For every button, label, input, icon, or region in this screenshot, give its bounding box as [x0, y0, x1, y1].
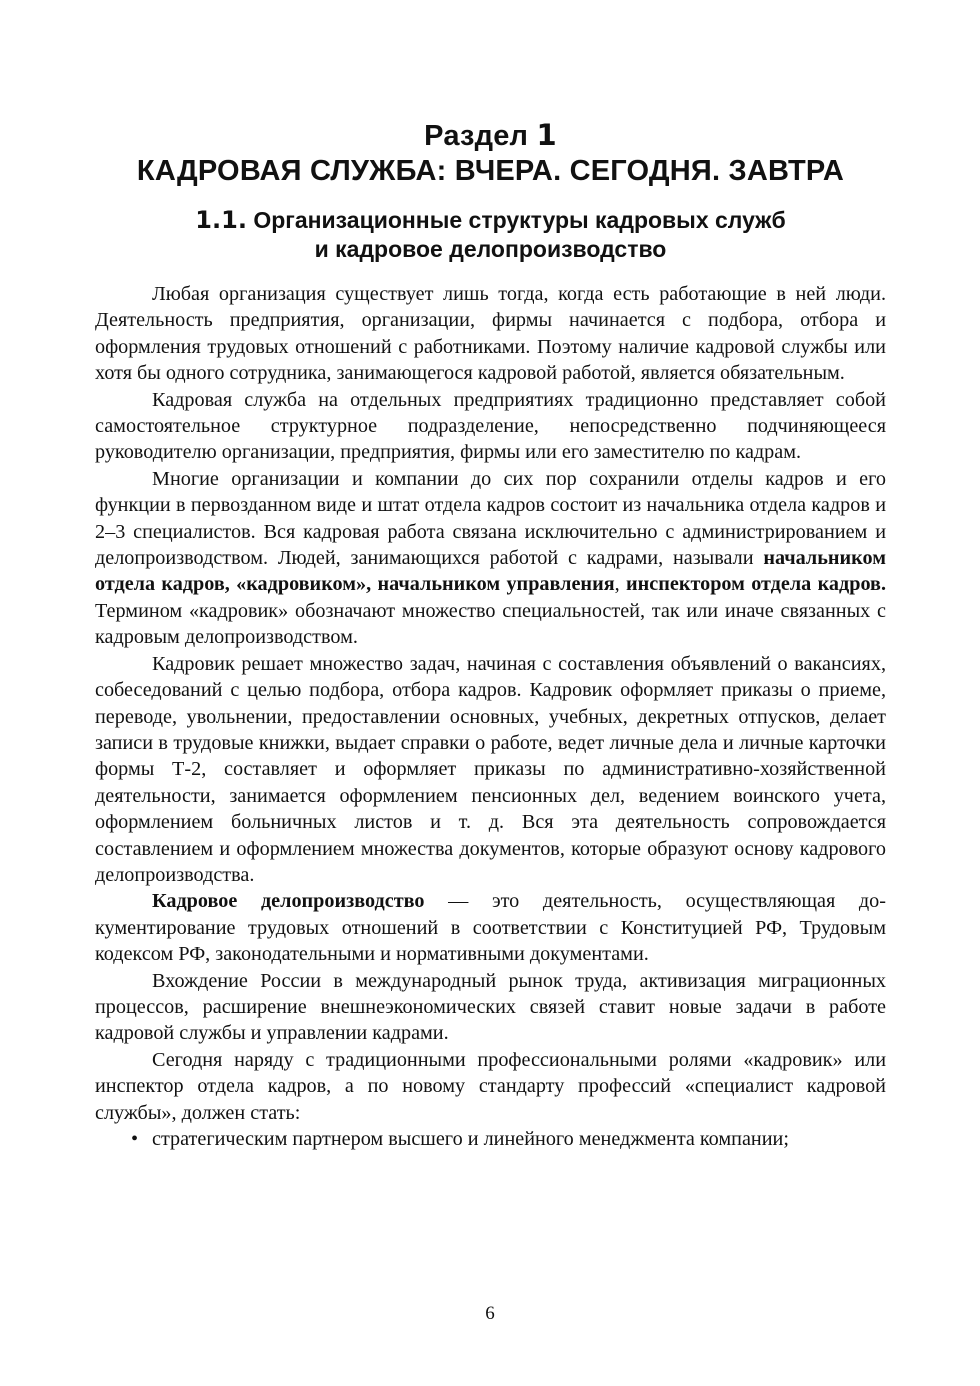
section-heading — [95, 118, 886, 189]
paragraph-2: Кадровая служба на отдельных предприятиях традиционно представляет собой самостоятельное структурное подразделение, непосредственно подчиняющееся руководителю организации, предприятия, фирмы или его заместителю по кадрам. — [95, 388, 886, 464]
paragraph-3 — [95, 466, 886, 651]
subsection-title-part1: Организационные структуры кадровых служб — [253, 207, 786, 233]
document-page — [95, 118, 886, 1152]
paragraph-5-definition: — это деятельность, осуществляющая документирование трудовых отношений в соответствии с Конституцией РФ, Трудовым кодексом РФ, законодательными и нормативными документами. — [95, 890, 887, 966]
paragraph-4: Кадровик решает множество задач, начиная с составления объявлений о вакансиях, собеседований с целью подбора, отбора кадров. Кадровик оформляет приказы о приеме, переводе, увольнении, предоставлении основных, учебных, декретных отпусков, делает записи в трудовые книжки, выдает справки о работе, ведет личные дела и личные карточки формы Т-2, составляет и оформляет приказы по административно-хозяйственной деятельности, занимается оформлением пенсионных дел, ведением воинского учета, оформлением больничных листов и т. д. Вся эта деятельность сопровождается составлением и оформлением множества документов, которые образуют основу кадрового делопроизводства. — [95, 652, 886, 886]
page-number: 6 — [485, 1303, 495, 1324]
list-item — [95, 1126, 886, 1152]
paragraph-3-bold-inspector: инспектором отдела кадров. — [626, 573, 886, 596]
paragraph-7: Сегодня наряду с традиционными профессиональными ролями «кадровик» или инспектор отдела кадров, а по новому стандарту профессий «специалист кадровой службы», должен стать: — [95, 1048, 886, 1124]
subsection-title-line1 — [95, 206, 886, 235]
body-text — [95, 281, 886, 1152]
section-title: КАДРОВАЯ СЛУЖБА: ВЧЕРА. СЕГОДНЯ. ЗАВТРА — [136, 155, 845, 187]
subsection-heading — [95, 206, 886, 264]
paragraph-1: Любая организация существует лишь тогда, когда есть работающие в ней люди. Деятельность предприятия, организации, фирмы начинается с подбора, отбора и оформления трудовых отношений с работниками. Поэтому наличие кадровой службы или хотя бы одного сотрудника, занимающегося кадровой работой, является обязательным. — [95, 283, 886, 385]
paragraph-3-text-a: Многие организации и компании до сих пор сохранили отделы кадров и его функции в первозданном виде и штат отдела кадров состоит из начальника отдела кадров и 2–3 специалистов. Вся кадровая работа связана исключительно с администрированием и делопроизводством. Людей, занимающихся работой с кадрами, называли — [95, 467, 886, 570]
paragraph-5 — [95, 888, 886, 967]
paragraph-5-term: Кадровое делопроизводство — [152, 890, 425, 913]
paragraph-3-text-c: Термином «кадровик» обозначают множество специальностей, так или иначе связанных с кадровым делопроизводством. — [95, 599, 886, 649]
bullet-list — [95, 1126, 886, 1152]
paragraph-6: Вхождение России в международный рынок труда, активизация миграционных процессов, расширение внешнеэкономических связей ставит новые задачи в работе кадровой службы и управлении кадрами. — [95, 969, 886, 1045]
paragraph-3-separator: , — [614, 573, 626, 596]
subsection-title-line2: и кадровое делопроизводство — [314, 236, 667, 262]
section-label-line — [95, 118, 886, 154]
bullet-icon: • — [131, 1128, 139, 1150]
paragraph-3-bold-titles: начальником отдела кадров, «кадровиком», начальником управления — [95, 547, 886, 596]
section-label: Раздел — [424, 120, 529, 152]
section-number: 1 — [536, 118, 557, 152]
subsection-number: 1.1. — [195, 206, 247, 234]
list-item-text: стратегическим партнером высшего и линейного менеджмента компании; — [152, 1128, 789, 1150]
